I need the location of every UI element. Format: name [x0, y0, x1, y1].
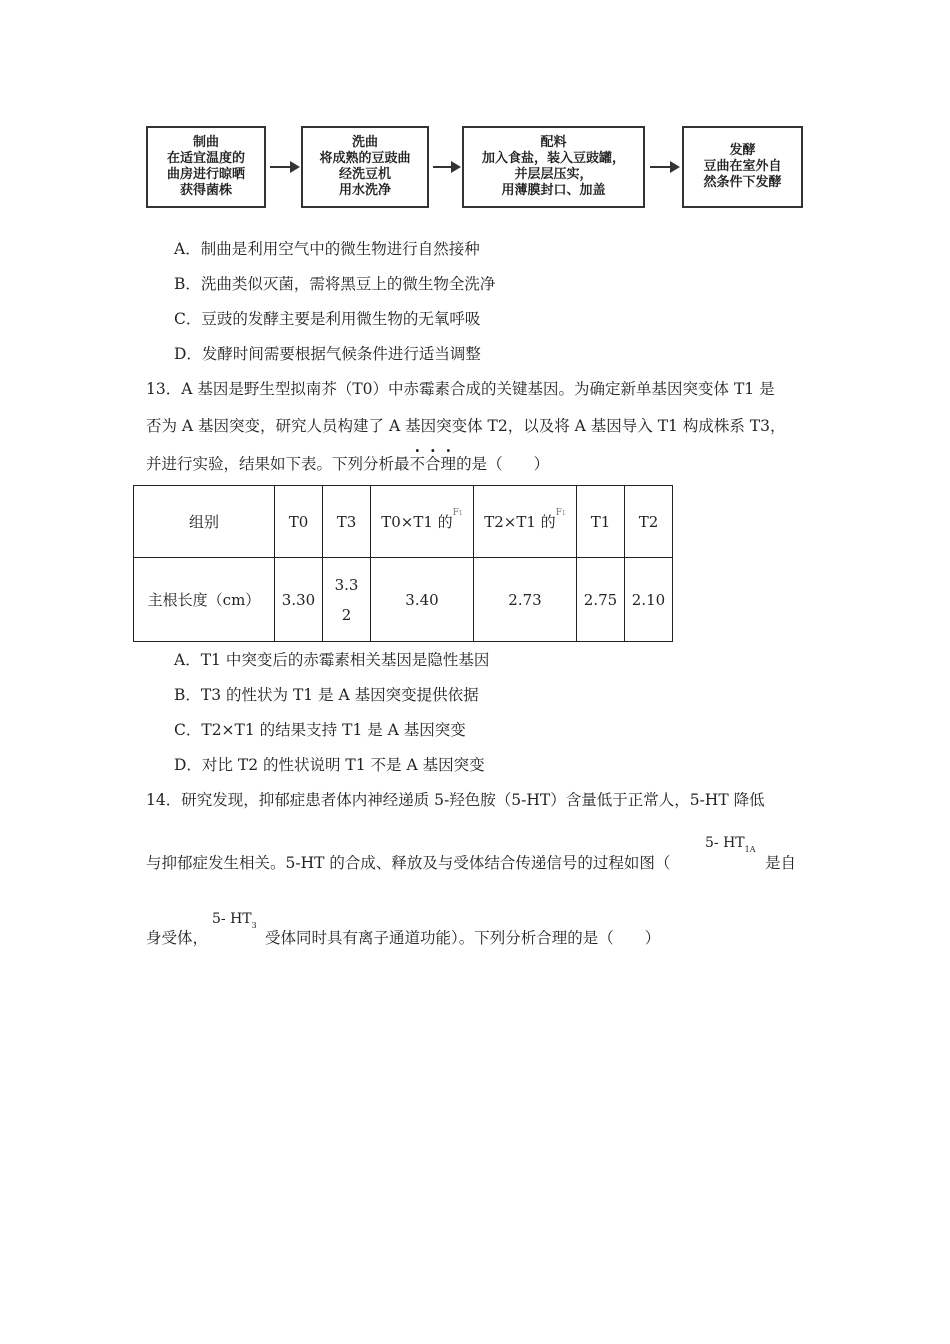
table-cell: 2.10 [625, 558, 673, 642]
flow-step-text: 在适宜温度的 [166, 151, 245, 166]
table-header-cell: T3 [323, 486, 371, 558]
table-header-cell: T2 [625, 486, 673, 558]
flow-step-text: 用薄膜封口、加盖 [501, 183, 606, 198]
table-header-cell: 组别 [134, 486, 275, 558]
table-cell [323, 558, 371, 642]
table-header-cell: T0 [275, 486, 323, 558]
q13-option-a: A．T1 中突变后的赤霉素相关基因是隐性基因 [174, 651, 490, 669]
table-cell-text: 3.3 [334, 575, 359, 594]
q13-option-b: B．T3 的性状为 T1 是 A 基因突变提供依据 [174, 686, 479, 704]
table-cell: 2.73 [474, 558, 577, 642]
table-header-cell: T1 [577, 486, 625, 558]
q13-option-c: C．T2×T1 的结果支持 T1 是 A 基因突变 [174, 721, 466, 739]
f1-label [556, 508, 566, 518]
q13-stem-text: 并进行实验，结果如下表。下列分析最 [146, 455, 410, 473]
emphasis-dot-char: 理 [440, 455, 457, 473]
q12-option-d: D．发酵时间需要根据气候条件进行适当调整 [174, 345, 481, 363]
emphasis-dot-char: 合 [425, 455, 441, 473]
q14-stem-line3-end: 受体同时具有离子通道功能）。下列分析合理的是（ ） [265, 929, 661, 947]
flow-step-text: 将成熟的豆豉曲 [319, 151, 411, 166]
table-row-label: 主根长度（cm） [134, 558, 275, 642]
flow-step-text: 豆曲在室外自 [703, 159, 782, 174]
flow-step-title: 洗曲 [351, 135, 378, 150]
flow-step-text: 获得菌株 [179, 183, 232, 198]
f1-subscript: 1 [561, 510, 566, 517]
flow-step-text: 然条件下发酵 [703, 175, 782, 190]
table-cell: 2.75 [577, 558, 625, 642]
q14-stem-line2-end: 是自 [765, 854, 797, 872]
flow-step-zhiqu [146, 126, 266, 208]
formula-text: 5- HT [705, 835, 745, 851]
flow-step-title: 发酵 [729, 143, 756, 158]
flow-step-fajiao [682, 126, 803, 208]
formula-subscript: 1A [744, 845, 756, 854]
f1-label [453, 508, 463, 518]
table-cell: 3.40 [371, 558, 474, 642]
q14-stem-line3-start: 身受体， [146, 929, 209, 947]
flow-arrow [270, 166, 298, 168]
formula-5ht3 [212, 911, 257, 930]
table-header-row [134, 486, 673, 558]
q13-stem-line2: 否为 A 基因突变，研究人员构建了 A 基因突变体 T2，以及将 A 基因导入 T1 构成株系 T3， [146, 417, 786, 435]
table-header-cell [371, 486, 474, 558]
flow-step-text: 曲房进行晾晒 [166, 167, 245, 182]
table-cell: 3.30 [275, 558, 323, 642]
table-header-cell [474, 486, 577, 558]
formula-subscript: 3 [251, 921, 257, 930]
flow-step-text: 并层层压实， [514, 167, 593, 182]
results-table [133, 485, 673, 642]
table-cell-text: 2 [341, 605, 352, 624]
flow-step-text: 加入食盐，装入豆豉罐， [481, 151, 625, 166]
formula-5ht1a [705, 835, 756, 854]
flow-step-xiqu [301, 126, 429, 208]
flow-arrow [650, 166, 678, 168]
q13-stem-text: 的是（ ） [456, 455, 550, 473]
table-header-text: T0×T1 的 [381, 513, 453, 531]
flow-arrow [433, 166, 459, 168]
q14-stem-line1: 14．研究发现，抑郁症患者体内神经递质 5-羟色胺（5-HT）含量低于正常人，5-HT 降低 [146, 791, 765, 809]
emphasis-dot-char: 不 [409, 455, 426, 473]
q12-option-b: B．洗曲类似灭菌，需将黑豆上的微生物全洗净 [174, 275, 496, 293]
table-row [134, 558, 673, 642]
q12-option-a: A．制曲是利用空气中的微生物进行自然接种 [174, 240, 480, 258]
f1-letter: F [452, 508, 459, 518]
flow-step-title: 制曲 [192, 135, 219, 150]
f1-letter: F [555, 508, 562, 518]
q13-option-d: D．对比 T2 的性状说明 T1 不是 A 基因突变 [174, 756, 485, 774]
q14-stem-line2: 与抑郁症发生相关。5-HT 的合成、释放及与受体结合传递信号的过程如图（ [146, 854, 671, 872]
formula-text: 5- HT [212, 911, 252, 927]
flow-step-peiliao [462, 126, 645, 208]
q13-stem-line3 [146, 452, 549, 474]
process-flow-diagram [146, 126, 806, 212]
f1-subscript: 1 [458, 510, 463, 517]
flow-step-text: 经洗豆机 [338, 167, 391, 182]
q12-option-c: C．豆豉的发酵主要是利用微生物的无氧呼吸 [174, 310, 481, 328]
table-header-text: T2×T1 的 [484, 513, 556, 531]
q13-stem-line1: 13．A 基因是野生型拟南芥（T0）中赤霉素合成的关键基因。为确定新单基因突变体 T1 是 [146, 380, 775, 398]
flow-step-text: 用水洗净 [338, 183, 391, 198]
flow-step-title: 配料 [540, 135, 567, 150]
